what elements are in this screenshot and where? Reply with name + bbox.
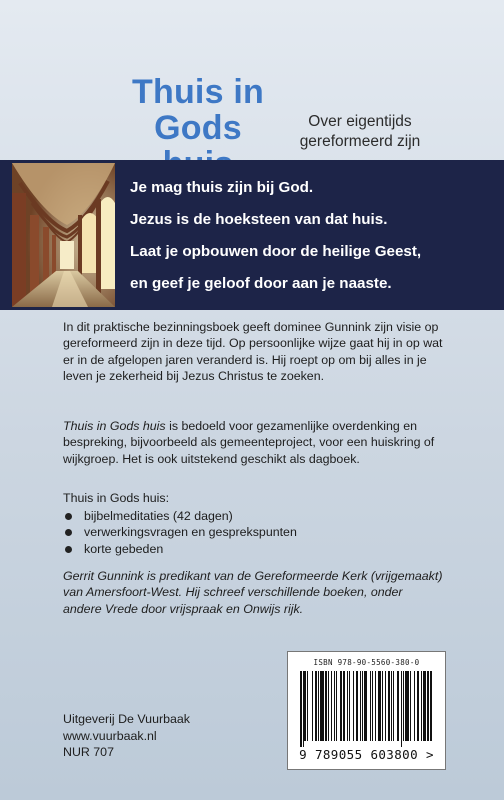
barcode-bar (349, 671, 350, 741)
book-title-inline: Thuis in Gods huis (63, 419, 166, 433)
publisher-website[interactable]: www.vuurbaak.nl (63, 728, 157, 743)
barcode-bar (325, 671, 327, 741)
barcode-bar (372, 671, 373, 741)
bullet-icon (65, 529, 72, 536)
nur-code: NUR 707 (63, 745, 114, 760)
barcode-bar (406, 671, 409, 741)
tagline-line: en geef je geloof door aan je naaste. (130, 275, 392, 292)
barcode-bar (334, 671, 335, 741)
subtitle-line-2: gereformeerd zijn (299, 133, 421, 150)
title-line-2: Gods (154, 109, 242, 147)
barcode-bar (336, 671, 337, 741)
barcode-bar (427, 671, 429, 741)
ean-number: 9 789055 603800 (299, 747, 418, 762)
barcode-bar (370, 671, 371, 741)
barcode-bar (417, 671, 419, 741)
contents-list (63, 490, 443, 558)
usage-text: is bedoeld voor gezamenlijke overdenking en bespreking, bijvoorbeeld als gemeenteproject, voor een huiskring of wijkgroep. Het is ook uitstekend geschikt als dagboek. (63, 419, 435, 466)
publisher-name: Uitgeverij De Vuurbaak (63, 712, 190, 726)
subtitle-line-1: Over eigentijds (308, 113, 412, 130)
bullet-icon (65, 546, 72, 553)
title-line-1: Thuis in (132, 73, 264, 111)
barcode-bar (356, 671, 358, 741)
barcode-bar (423, 671, 426, 741)
barcode-bar (405, 671, 406, 741)
barcode-bar (340, 671, 342, 741)
barcode-bar (304, 671, 306, 741)
list-item-label: verwerkingsvragen en gesprekspunten (84, 525, 297, 540)
barcode-bar (353, 671, 354, 741)
barcode-bar (391, 671, 392, 741)
barcode-bar (347, 671, 348, 741)
barcode-bar (328, 671, 329, 741)
barcode-bar (382, 671, 383, 741)
barcode-bar (378, 671, 381, 741)
barcode-bar (430, 671, 432, 741)
barcode-bar (385, 671, 386, 741)
ean-end-mark: > (425, 747, 434, 762)
barcode-bar (318, 671, 319, 741)
usage-paragraph (63, 418, 443, 467)
barcode-bar (410, 671, 411, 741)
list-item (63, 525, 443, 542)
ean-digits (288, 747, 445, 762)
barcode-bar (403, 671, 404, 741)
author-note: Gerrit Gunnink is predikant van de Gereformeerde Kerk (vrijgemaakt) van Amersfoort-West. Hij schreef verschillende boeken, onder andere Vrede door vrijspraak en Onwijs rijk. (63, 569, 443, 616)
barcode-bar (388, 671, 390, 741)
tagline-line: Laat je opbouwen door de heilige Geest, (130, 243, 422, 260)
book-subtitle (285, 112, 435, 152)
list-item (63, 541, 443, 558)
barcode-bar (303, 671, 304, 747)
barcode-bars (298, 671, 435, 747)
barcode-bar (331, 671, 332, 741)
barcode (287, 651, 446, 770)
contents-heading: Thuis in Gods huis: (63, 491, 170, 505)
tagline-line: Je mag thuis zijn bij God. (130, 179, 314, 196)
barcode-bar (393, 671, 394, 741)
barcode-bar (300, 671, 302, 747)
list-item (63, 508, 443, 525)
barcode-bar (364, 671, 367, 741)
barcode-bar (375, 671, 376, 741)
barcode-bar (343, 671, 345, 741)
barcode-bar (360, 671, 361, 741)
cloister-corridor-photo (12, 163, 115, 307)
barcode-bar (362, 671, 363, 741)
barcode-bar (401, 671, 402, 747)
barcode-bar (312, 671, 313, 741)
barcode-bar (397, 671, 399, 741)
isbn-label: ISBN 978-90-5560-380-0 (313, 658, 420, 667)
list-item-label: bijbelmeditaties (42 dagen) (84, 508, 233, 523)
tagline (130, 178, 504, 306)
barcode-bar (315, 671, 317, 741)
list-item-label: korte gebeden (84, 541, 164, 556)
barcode-bar (421, 671, 422, 741)
tagline-line: Jezus is de hoeksteen van dat huis. (130, 211, 388, 228)
barcode-bar (307, 671, 308, 741)
description-paragraph: In dit praktische bezinningsboek geeft dominee Gunnink zijn visie op gereformeerd zijn in deze tijd. Op persoonlijke wijze gaat hij in op wat er in de afgelopen jaren veranderd is. Hij roept op om bij alles in je leven je zekerheid bij Jezus Christus te zoeken. (63, 320, 443, 384)
bullet-icon (65, 513, 72, 520)
publisher-info (63, 711, 273, 761)
barcode-bar (320, 671, 324, 741)
barcode-bar (414, 671, 415, 741)
